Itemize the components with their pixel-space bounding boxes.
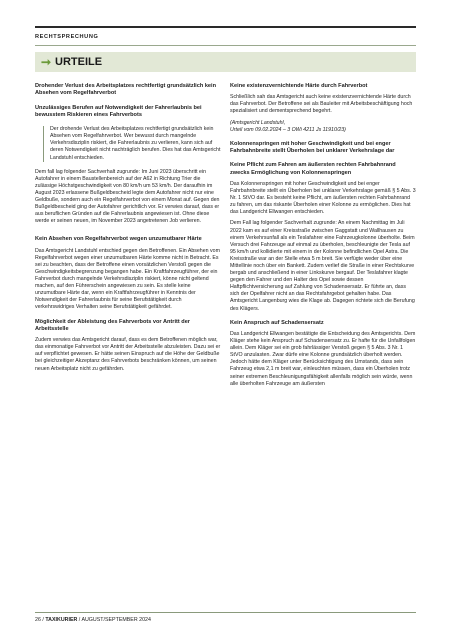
magazine-name: TAXIKURIER xyxy=(45,617,78,623)
article-subheadline: Unzulässiges Berufen auf Notwendigkeit der Fahrerlaubnis bei bewusstem Riskieren eines Fahrverbots xyxy=(35,104,202,118)
right-column xyxy=(230,83,416,388)
top-rule xyxy=(35,26,416,28)
article-headline: Kolonnenspringen mit hoher Geschwindigkeit und bei enger Fahrbahnbreite stellt Überholen bei unklarer Verkehrslage dar xyxy=(230,140,395,155)
section-heading: Keine existenzvernichtende Härte durch Fahrverbot xyxy=(230,83,368,89)
summary-box xyxy=(43,126,221,161)
issue-date: AUGUST/SEPTEMBER 2024 xyxy=(81,617,151,623)
article-headline: Drohender Verlust des Arbeitsplatzes rechtfertigt grundsätzlich kein Absehen vom Regelfahrverbot xyxy=(35,83,217,97)
paragraph: Schließlich sah das Amtsgericht auch keine existenzvernichtende Härte durch das Fahrverbot. Der Betroffene sei als Bauleiter mit Arbeitsbeschäftigung hoch spezialisiert und dementsprechend begehrt. xyxy=(230,94,413,115)
paragraph: Das Amtsgericht Landstuhl entschied gegen den Betroffenen. Ein Absehen vom Regelfahrverbot wegen einer unzumutbaren Härte komme nicht in Betracht. Es sei zu beachten, dass der Betroffene einen vorsätzlichen Verstoß gegen die Geschwindigkeitsbegrenzung begangen habe. Ein Kraftfahrzeugführer, der ein Fahrverbot durch mangelnde Verkehrsdisziplin riskiert, könne nicht geltend machen, auf den Führerschein angewiesen zu sein. Es stelle keine unzumutbare Härte dar, wenn ein Kraftfahrzeugführer in Kenntnis der Notwendigkeit der Fahrerlaubnis für seine Berufstätigkeit durch verkehrswidriges Verhalten seine Berufstätigkeit gefährdet. xyxy=(35,247,220,311)
section-heading: Keine Pflicht zum Fahren am äußersten rechten Fahrbahnrand zwecks Ermöglichung von Kolonnenspringen xyxy=(230,162,396,176)
page-title: URTEILE xyxy=(55,56,103,68)
paragraph: Dem fall lag folgender Sachverhalt zugrunde: Im Juni 2023 überschritt ein Autofahrer in einem Baustellenbereich auf der A62 in Richtung Trier die zulässige Höchstgeschwindigkeit von 80 km/h um 53 km/h. Der daraufhin im August 2023 erlassene Bußgeldbescheid legte dem Autofahrer nicht nur eine Geldbuße, sondern auch ein Regelfahrverbot von einem Monat auf. Gegen den Bußgeldbescheid ging der Autofahrer gerichtlich vor. Er verwies darauf, dass er aus beruflichen Gründen auf die Fahrerlaubnis angewiesen ist. Ohne diese werde er seinen neuen, im November 2023 angetretenen Job verlieren. xyxy=(35,168,220,225)
summary-text: Der drohende Verlust des Arbeitsplatzes rechtfertigt grundsätzlich kein Absehen vom Regelfahrverbot. Wer bewusst durch mangelnde Verkehrsdisziplin riskiert, die Fahrerlaubnis zu verlieren, kann sich auf deren Notwendigkeit nicht nachträglich berufen. Dies hat das Amtsgericht Landstuhl entschieden. xyxy=(50,126,221,161)
page-number: 26 xyxy=(35,617,41,623)
citation-ruling: Urteil vom 09.02.2024 – 3 OWi 4211 Js 11910/23) xyxy=(230,126,346,133)
section-heading: Kein Anspruch auf Schadensersatz xyxy=(230,319,324,326)
paragraph: Dem Fall lag folgender Sachverhalt zugrunde: An einem Nachmittag im Juli 2022 kam es auf einer Kreisstraße zwischen Gaggstatt und Wallhausen zu einem Verkehrsunfall als ein Teslafahrer eine Fahrzeugkolonne überholte. Beim Versuch drei Fahrzeuge auf einmal zu überholen, beschleunigte der Tesla auf 95 km/h und kollidierte mit einem in der Kolonne befindlichen Opel Astra. Die Kreisstraße war an der Stelle etwa 5 m breit. Sie verfügte weder über eine Mittellinie noch über ein Bankett. Zudem verlief die Straße in einer Rechtskurve bergab und anschließend in einer Linkskurve bergauf. Der Teslafahrer klagte gegen den Fahrer und den Halter des Opel sowie dessen Haftpflichtversicherung auf Zahlung von Schadensersatz. Er führte an, dass sich der Opelfahrer nicht an das Rechtsfahrgebot gehalten habe. Das Amtsgericht Langenburg wies die Klage ab. Dagegen richtete sich die Berufung des Klägers. xyxy=(230,220,415,312)
paragraph: Das Kolonnenspringen mit hoher Geschwindigkeit und bei enger Fahrbahnbreite stellt ein Überholen bei unklarer Verkehrslage gemäß § 5 Abs. 3 Nr. 1 StVO dar. Es besteht keine Pflicht, am äußersten rechten Fahrbahnrand zu fahren, um das riskante Überholen einer Kolonne zu ermöglichen. Dies hat das Landgericht Ellwangen entschieden. xyxy=(230,180,416,216)
section-heading: Kein Absehen von Regelfahrverbot wegen unzumutbarer Härte xyxy=(35,236,202,243)
paragraph: Das Landgericht Ellwangen bestätigte die Entscheidung des Amtsgerichts. Dem Kläger stehe kein Anspruch auf Schadensersatz zu. Er hafte für die Unfallfolgen allein. Dem Kläger sei ein grob fahrlässiger Verstoß gegen § 5 Abs. 3 Nr. 1 StVO anzulasten. Zwar dürfe eine Kolonne grundsätzlich überholt werden. Jedoch hätte dem Kläger unter Berücksichtigung des Umstands, dass sein Fahrzeug etwa 2,1 m breit war, einleuchten müssen, dass ein Überholen trotz seiner extremen Beschleunigungsfähigkeit allenfalls möglich sein würde, wenn alle überholten Fahrzeuge am äußersten xyxy=(230,330,416,387)
paragraph: Zudem verwies das Amtsgericht darauf, dass es dem Betroffenen möglich war, das einmonatige Fahrverbot vor Antritt der Arbeitsstelle abzuleisten. Dazu sei er auf verpflichtet gewesen. Er hätte seinen Einspruch auf die Höhe der Geldbuße bei gleichzeitiger Akzeptanz des Fahrverbots beschränken können, um seinen neuen Arbeitsplatz nicht zu gefährden. xyxy=(35,337,221,372)
left-column xyxy=(35,83,221,373)
section-label: RECHTSPRECHUNG xyxy=(35,34,99,40)
section-rule xyxy=(35,45,416,46)
arrow-right-icon: ➞ xyxy=(41,55,52,69)
page-footer: 26 / TAXIKURIER / AUGUST/SEPTEMBER 2024 xyxy=(35,617,151,623)
page-heading-bar xyxy=(35,52,416,72)
citation-court: (Amtsgericht Landstuhl, xyxy=(230,119,286,126)
section-heading: Möglichkeit der Ableistung des Fahrverbots vor Antritt der Arbeitsstelle xyxy=(35,318,190,332)
footer-rule xyxy=(35,612,416,613)
